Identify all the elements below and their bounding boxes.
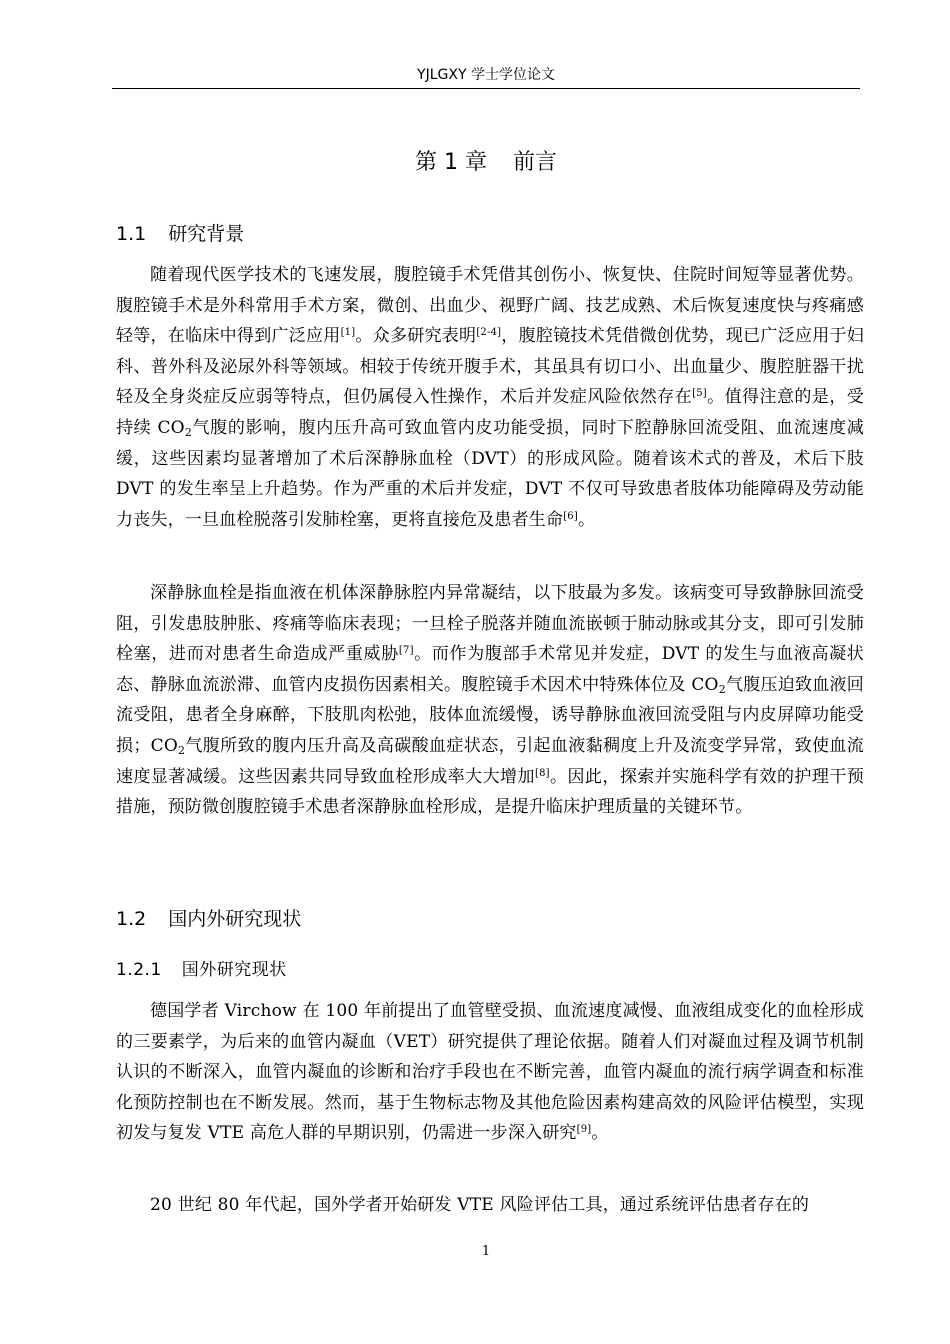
subscript: 2 [718, 682, 726, 696]
subsection-number: 1.2.1 [116, 960, 162, 980]
text-run: ，腹腔镜技术凭借微创优势，现已广泛应用于妇科、普外科及泌尿外科等领域。相较于传统开腹手术，其虽具有切口小、出血量少、腹腔脏器干扰轻及全身炎症反应弱等特点，但仍属侵入性操作，术后并发症风险依然存在 [116, 326, 864, 408]
paragraph-2 [116, 578, 864, 823]
citation: [8] [534, 767, 550, 779]
chapter-title [112, 148, 860, 178]
citation: [1] [340, 327, 356, 339]
chapter-name: 前言 [512, 150, 557, 175]
text-run: 气腹所致的腹内压升高及高碳酸血症状态，引起血液黏稠度上升及流变学异常，致使血流速度显著减缓。这些因素共同导致血栓形成率大大增加 [116, 735, 864, 787]
subsection-title: 国外研究现状 [181, 960, 287, 980]
text-run: 气腹压迫致血液回流受阻，患者全身麻醉，下肢肌肉松弛，肢体血流缓慢，诱导静脉血液回流受阻与内皮屏障功能受损；CO [116, 674, 864, 756]
citation: [5] [692, 388, 707, 400]
text-run: 气腹的影响，腹内压升高可致血管内皮功能受损，同时下腔静脉回流受阻、血流速度减缓，这些因素均显著增加了术后深静脉血栓（DVT）的形成风险。随着该术式的普及，术后下肢 DVT 的发生率呈上升趋势。作为严重的术后并发症，DVT 不仅可导致患者肢体功能障碍及劳动能力丧失，一旦血栓脱落引发肺栓塞，更将直接危及患者生命 [116, 417, 864, 530]
section-heading-1-1 [116, 221, 244, 247]
text-run: 随着现代医学技术的飞速发展，腹腔镜手术凭借其创伤小、恢复快、住院时间短等显著优势。腹腔镜手术是外科常用手术方案，微创、出血少、视野广阔、技艺成熟、术后恢复速度快与疼痛感轻等，在临床中得到广泛应用 [116, 265, 864, 347]
paragraph-3 [116, 996, 864, 1149]
citation: [6] [563, 510, 578, 522]
text-run: 。众多研究表明 [355, 326, 477, 347]
running-header: YJLGXY 学士学位论文 [417, 67, 555, 83]
subscript: 2 [184, 425, 193, 439]
text-run: 深静脉血栓是指血液在机体深静脉腔内异常凝结，以下肢最为多发。该病变可导致静脉回流受阻，引发患肢肿胀、疼痛等临床表现；一旦栓子脱落并随血流嵌顿于肺动脉或其分支，即可引发肺栓塞，进而对患者生命造成严重威胁 [116, 583, 864, 665]
text-run: 。值得注意的是，受持续 CO [116, 387, 864, 438]
text-run: 。因此，探索并实施科学有效的护理干预措施，预防微创腹腔镜手术患者深静脉血栓形成，是提升临床护理质量的关键环节。 [116, 766, 864, 818]
section-heading-1-2 [116, 906, 301, 932]
text-run: 。 [577, 509, 596, 530]
citation: [2-4] [476, 327, 502, 339]
chapter-number: 第 1 章 [415, 150, 487, 175]
citation: [9] [576, 1124, 592, 1136]
text-run: 20 世纪 80 年代起，国外学者开始研发 VTE 风险评估工具，通过系统评估患者存在的 [150, 1195, 810, 1215]
subsection-heading-1-2-1 [116, 958, 287, 982]
header-rule [112, 88, 860, 89]
subscript: 2 [177, 743, 186, 757]
citation: [7] [398, 645, 414, 657]
text-run: 。 [591, 1123, 609, 1144]
section-title: 研究背景 [168, 223, 245, 245]
section-title: 国内外研究现状 [168, 908, 302, 930]
section-number: 1.2 [116, 908, 147, 930]
page-number: 1 [481, 1244, 491, 1259]
section-number: 1.1 [116, 223, 147, 245]
text-run: 。而作为腹部手术常见并发症，DVT 的发生与血液高凝状态、静脉血流淤滞、血管内皮损伤因素相关。腹腔镜手术因术中特殊体位及 CO [116, 644, 865, 695]
paragraph-1 [116, 260, 864, 535]
paragraph-4 [116, 1190, 864, 1221]
text-run: 德国学者 Virchow 在 100 年前提出了血管壁受损、血流速度减慢、血液组成变化的血栓形成的三要素学，为后来的血管内凝血（VET）研究提供了理论依据。随着人们对凝血过程及调节机制认识的不断深入，血管内凝血的诊断和治疗手段也在不断完善，血管内凝血的流行病学调查和标准化预防控制也在不断发展。然而，基于生物标志物及其他危险因素构建高效的风险评估模型，实现初发与复发 VTE 高危人群的早期识别，仍需进一步深入研究 [116, 1001, 864, 1144]
